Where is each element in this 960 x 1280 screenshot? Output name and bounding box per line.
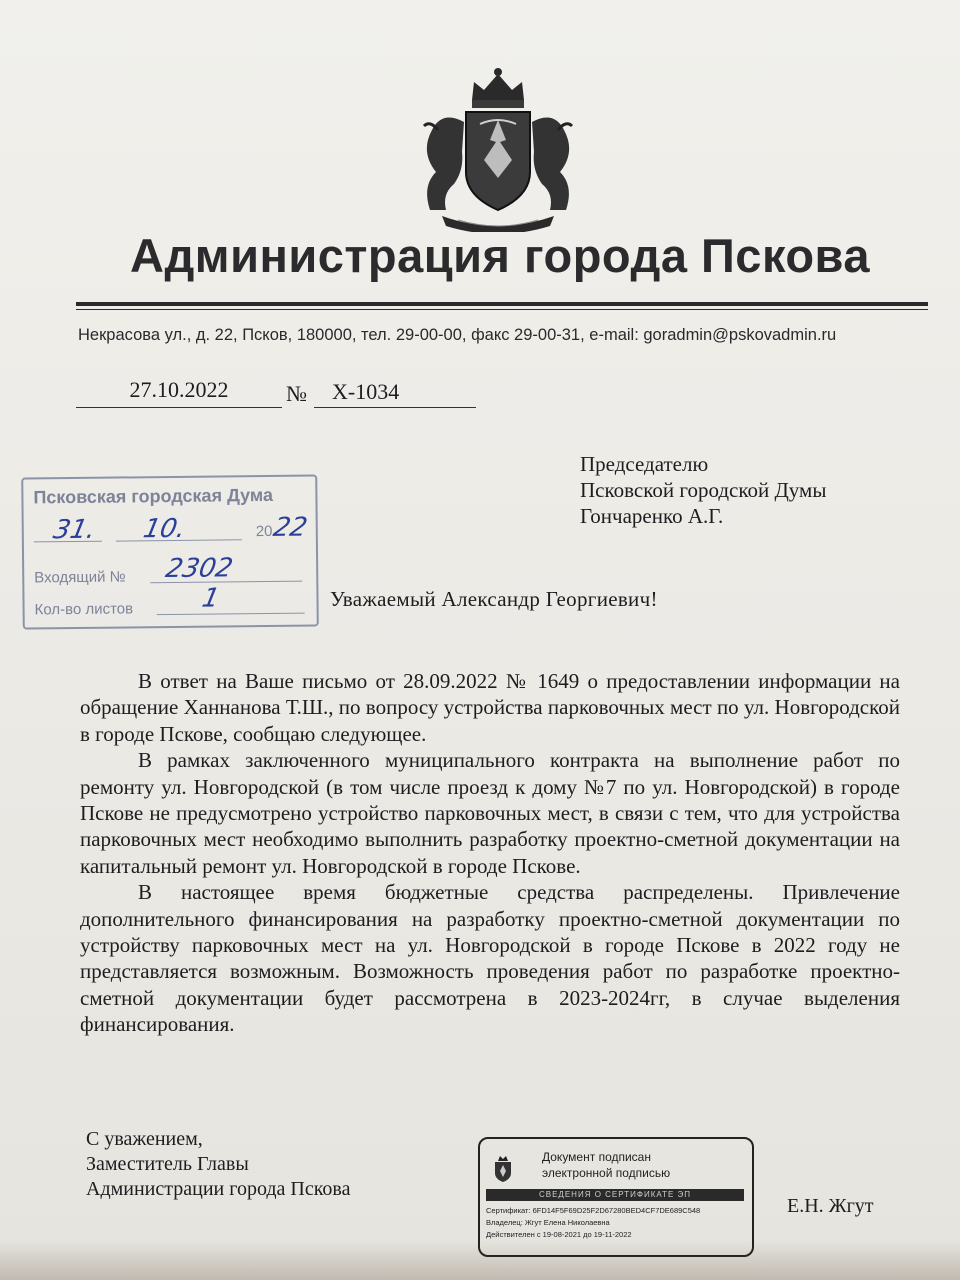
number-sign: №: [286, 381, 307, 406]
stamp-year-prefix: 20: [255, 522, 273, 541]
letter-body: [80, 668, 900, 1038]
esign-title-line: электронной подписью: [542, 1166, 671, 1180]
incoming-registration-stamp: [21, 474, 319, 629]
esign-details: [486, 1205, 748, 1241]
stamp-incoming-label: Входящий №: [34, 568, 126, 587]
addressee-block: [580, 451, 826, 529]
stamp-sheets-label: Кол-во листов: [34, 600, 134, 619]
registration-number: Х-1034: [332, 379, 400, 404]
closing-line: Администрации города Пскова: [86, 1178, 351, 1200]
stamp-handwritten-month: 10.: [140, 513, 189, 545]
salutation: Уважаемый Александр Георгиевич!: [330, 587, 658, 611]
stamp-handwritten-year: 22: [270, 512, 310, 543]
header-divider-thin: [76, 309, 928, 310]
organization-title: Администрация города Пскова: [130, 229, 870, 282]
stamp-handwritten-sheets-count: 1: [199, 583, 223, 614]
registration-date: 27.10.2022: [129, 377, 229, 402]
signer-name: Е.Н. Жгут: [787, 1195, 874, 1217]
addressee-line: Псковской городской Думы: [580, 478, 827, 502]
stamp-handwritten-incoming-number: 2302: [163, 553, 236, 585]
closing-block: [86, 1127, 351, 1202]
esign-owner: Владелец: Жгут Елена Николаевна: [486, 1218, 610, 1227]
addressee-line: Председателю: [580, 452, 709, 476]
organization-address: Некрасова ул., д. 22, Псков, 180000, тел. 29-00-00, факс 29-00-31, e-mail: goradmin@pskovadmin.ru: [78, 326, 837, 344]
electronic-signature-stamp: [478, 1137, 754, 1257]
esign-title: [542, 1149, 670, 1181]
stamp-handwritten-day: 31.: [50, 514, 99, 546]
closing-line: С уважением,: [86, 1128, 203, 1150]
closing-line: Заместитель Главы: [86, 1153, 249, 1175]
body-paragraph: В настоящее время бюджетные средства распределены. Привлечение дополнительного финансирования на разработку проектно-сметной документации по устройству парковочных мест на ул. Новгородской в городе Пскове в 2022 году не представляется возможным. Возможность проведения работ по разработке проектно-сметной документации будет рассмотрена в 2023-2024гг, в случае выделения финансирования.: [80, 880, 900, 1037]
pskov-coat-of-arms-icon: [402, 60, 594, 232]
esign-title-line: Документ подписан: [542, 1150, 651, 1164]
header-divider: [76, 302, 928, 306]
body-paragraph: В рамках заключенного муниципального контракта на выполнение работ по ремонту ул. Новгородской (в том числе проезд к дому №7 по ул. Новгородской) в городе Пскове не предусмотрено устройство парковочных мест, в связи с тем, что для устройства парковочных мест необходимо выполнить разработку проектно-сметной документации на капитальный ремонт ул. Новгородской в городе Пскове.: [80, 748, 900, 878]
stamp-title: Псковская городская Дума: [33, 484, 274, 508]
body-paragraph: В ответ на Ваше письмо от 28.09.2022 № 1649 о предоставлении информации на обращение Ханнанова Т.Ш., по вопросу устройства парковочных мест по ул. Новгородской в городе Пскове, сообщаю следующее.: [80, 669, 900, 746]
coat-of-arms-icon: [492, 1155, 514, 1183]
stamp-sheets-line: [157, 613, 305, 616]
addressee-line: Гончаренко А.Г.: [580, 504, 724, 528]
esign-certificate: Сертификат: 6FD14F5F69D25F2D67280BED4CF7DE689C548: [486, 1206, 701, 1215]
esign-validity: Действителен с 19-08-2021 до 19-11-2022: [486, 1230, 632, 1239]
date-underline: [76, 407, 282, 408]
esign-certificate-header: СВЕДЕНИЯ О СЕРТИФИКАТЕ ЭП: [486, 1189, 744, 1201]
number-underline: [314, 407, 476, 408]
